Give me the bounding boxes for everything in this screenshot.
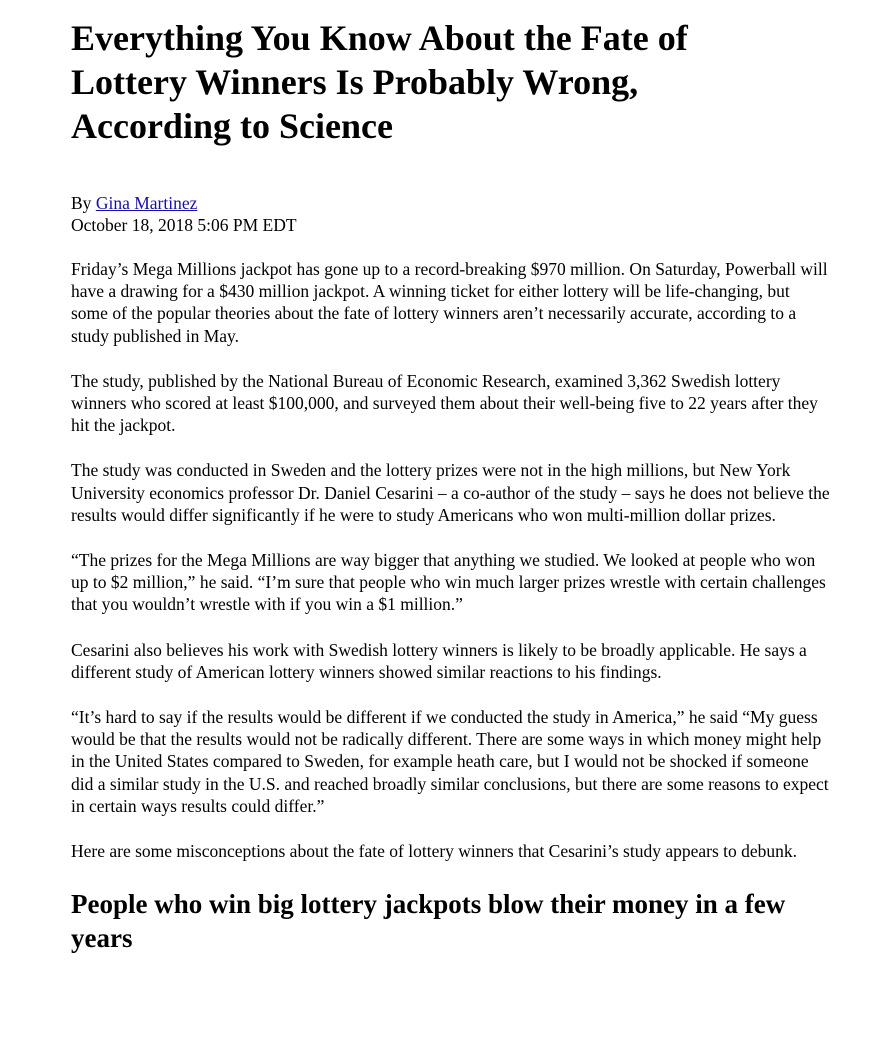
paragraph-2: The study, published by the National Bureau of Economic Research, examined 3,362 Swedish lottery winners who scored at least $100,000, and surveyed them about their well-being five to 22 years after they hit the jackpot. — [71, 370, 818, 436]
byline-prefix: By — [71, 193, 96, 213]
section-heading: People who win big lottery jackpots blow their money in a few years — [71, 889, 786, 954]
article — [71, 16, 831, 955]
paragraph-7: Here are some misconceptions about the fate of lottery winners that Cesarini’s study appears to debunk. — [71, 841, 798, 862]
byline — [71, 193, 831, 214]
paragraph-5: Cesarini also believes his work with Swedish lottery winners is likely to be broadly applicable. He says a different study of American lottery winners showed similar reactions to his findings. — [71, 639, 807, 682]
paragraph-6: “It’s hard to say if the results would be different if we conducted the study in America,” he said “My guess would be that the results would not be radically different. There are some ways in which money might help in the United States compared to Sweden, for example heath care, but I would not be shocked if someone did a similar study in the U.S. and reached broadly similar conclusions, but there are some reasons to expect in certain ways results could differ.” — [71, 707, 829, 816]
paragraph-3: The study was conducted in Sweden and the lottery prizes were not in the high millions, but New York University economics professor Dr. Daniel Cesarini – a co-author of the study – says he does not believe the results would differ significantly if he were to study Americans who won multi-million dollar prizes. — [71, 460, 830, 525]
article-title: Everything You Know About the Fate of Lottery Winners Is Probably Wrong, According to Science — [71, 18, 688, 146]
author-link[interactable]: Gina Martinez — [95, 193, 198, 213]
paragraph-4: “The prizes for the Mega Millions are way bigger that anything we studied. We looked at people who won up to $2 million,” he said. “I’m sure that people who win much larger prizes wrestle with certain challenges that you wouldn’t wrestle with if you win a $1 million.” — [71, 550, 826, 615]
paragraph-1: Friday’s Mega Millions jackpot has gone up to a record-breaking $970 million. On Saturday, Powerball will have a drawing for a $430 million jackpot. A winning ticket for either lottery will be life-changing, but some of the popular theories about the fate of lottery winners aren’t necessarily accurate, according to a study published in May. — [71, 259, 828, 346]
publish-date: October 18, 2018 5:06 PM EDT — [71, 215, 297, 235]
